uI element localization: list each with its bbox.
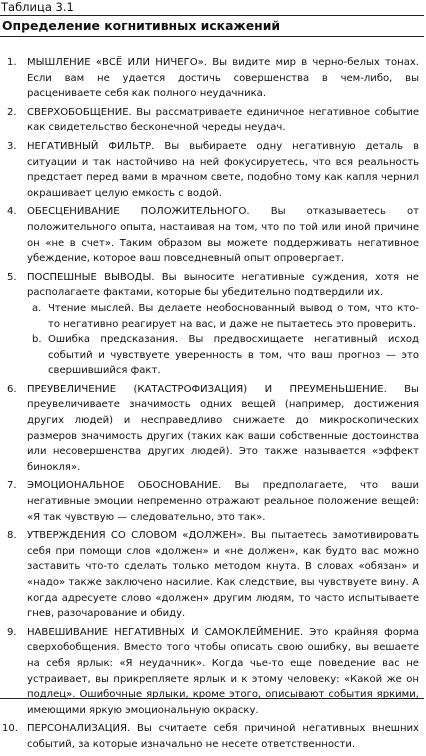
item-text: СВЕРХОБОБЩЕНИЕ. Вы рассматриваете единичное негативное событие как свидетельство бесконечной череды неудач. — [27, 106, 419, 134]
item-number: 2. — [7, 106, 17, 118]
distortions-table — [0, 15, 424, 750]
item-text: НАВЕШИВАНИЕ НЕГАТИВНЫХ И САМОКЛЕЙМЕНИЕ. Это крайняя форма сверхобобщения. Вместо того чтобы описать свою ошибку, вы вешаете на себя ярлык: «Я неудачник». Когда чье-то еще поведение вас не устраивает, вы прикрепляете ярлык и к этому человеку: «Какой же он подлец». Ошибочные ярлыки, кроме этого, описывают события яркими, имеющими яркую эмоциональную окраску. — [27, 626, 419, 716]
item-number: 8. — [7, 530, 17, 542]
list-item — [0, 139, 424, 201]
list-item — [0, 721, 424, 752]
item-text: ПОСПЕШНЫЕ ВЫВОДЫ. Вы выносите негативные суждения, хотя не располагаете фактами, которые бы убедительно подтвердили их. — [27, 271, 419, 299]
list-item — [0, 105, 424, 136]
item-text: УТВЕРЖДЕНИЯ СО СЛОВОМ «ДОЛЖЕН». Вы пытаетесь замотивировать себя при помощи слов «должен» и «не должен», как будто вас можно заставить что-то сделать только методом кнута. В словах «обязан» и «надо» также заключено насилие. Как следствие, вы чувствуете вину. А когда адресуете слово «должен» другим людям, то часто испытываете гнев, разочарование и обиду. — [27, 530, 419, 620]
item-text: ПРЕУВЕЛИЧЕНИЕ (КАТАСТРОФИЗАЦИЯ) И ПРЕУМЕНЬШЕНИЕ. Вы преувеличиваете значимость одних вещей (например, достижения других людей) и несправедливо снижаете до микроскопических размеров значимость других (таких как ваши собственные достоинства или несовершенства других людей). Это также называется «эффект бинокля». — [27, 383, 419, 473]
item-number: 6. — [7, 383, 17, 395]
item-number: 1. — [7, 57, 17, 68]
sub-item-letter: a. — [32, 302, 42, 314]
list-item — [0, 528, 424, 622]
list-item — [0, 478, 424, 525]
item-text: ПЕРСОНАЛИЗАЦИЯ. Вы считаете себя причиной негативных внешних событий, за которые изначально не несете ответственности. — [27, 723, 419, 750]
sub-item-letter: b. — [32, 334, 42, 346]
distortion-list — [0, 55, 424, 756]
item-number: 3. — [7, 140, 17, 152]
item-text: ОБЕСЦЕНИВАНИЕ ПОЛОЖИТЕЛЬНОГО. Вы отказываетесь от положительного опыта, настаивая на том, что по той или иной причине он «не в счет». Таким образом вы можете поддерживать негативное убеждение, которое ваш повседневный опыт опровергает. — [27, 206, 419, 265]
item-text: ЭМОЦИОНАЛЬНОЕ ОБОСНОВАНИЕ. Вы предполагаете, что ваши негативные эмоции непременно отражают реальное положение вещей: «Я так чувствую — следовательно, это так». — [27, 480, 419, 523]
sub-item-text: Ошибка предсказания. Вы предвосхищаете негативный исход событий и чувствуете уверенность в том, что ваш прогноз — это свершившийся факт. — [48, 334, 419, 377]
item-text: НЕГАТИВНЫЙ ФИЛЬТР. Вы выбираете одну негативную деталь в ситуации и так настойчиво на ней фокусируетесь, что вся реальность предстает перед вами в мрачном свете, подобно тому как капля чернил окрашивает целую емкость с водой. — [27, 140, 419, 199]
item-text: МЫШЛЕНИЕ «ВСЁ ИЛИ НИЧЕГО». Вы видите мир в черно-белых тонах. Если вам не удается достичь совершенства в чем-либо, вы расцениваете себя как полного неудачника. — [27, 57, 419, 100]
item-number: 7. — [7, 480, 17, 492]
table-caption: Таблица 3.1 — [1, 0, 74, 14]
item-number: 5. — [7, 271, 17, 283]
sub-item — [27, 332, 419, 379]
item-number: 10. — [2, 723, 18, 735]
table-title: Определение когнитивных искажений — [0, 16, 424, 37]
sub-item — [27, 301, 419, 332]
list-item — [0, 204, 424, 266]
list-item — [0, 55, 424, 102]
item-number: 9. — [7, 626, 17, 638]
list-item — [0, 382, 424, 476]
list-item — [0, 270, 424, 379]
list-item — [0, 625, 424, 719]
sub-item-text: Чтение мыслей. Вы делаете необоснованный вывод о том, что кто-то негативно реагирует на вас, и даже не пытаетесь это проверить. — [48, 302, 419, 330]
item-number: 4. — [7, 206, 17, 218]
